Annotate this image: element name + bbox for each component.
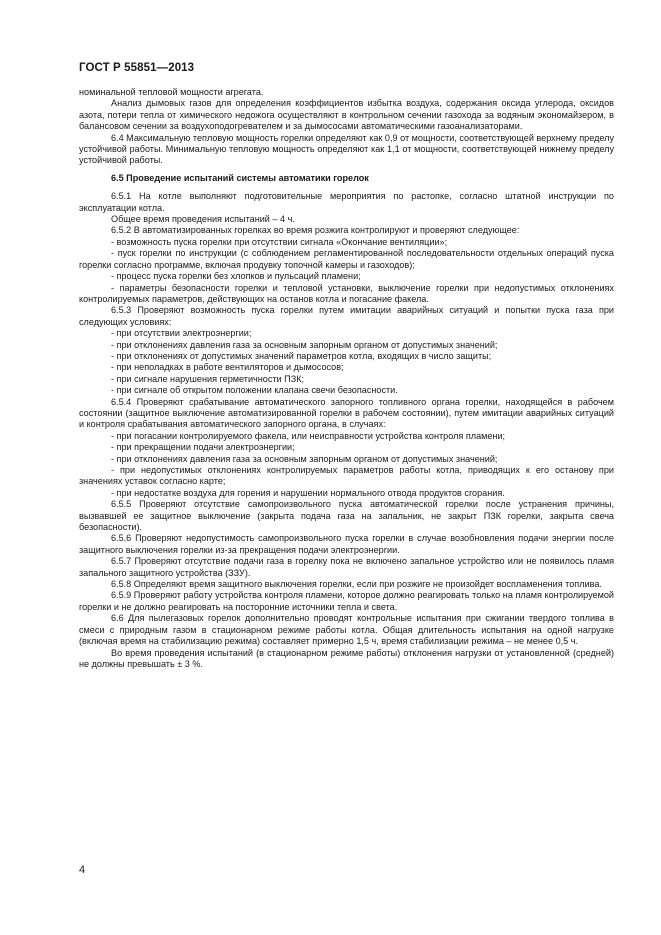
- list-item: - при отсутствии электроэнергии;: [111, 328, 252, 339]
- list-item: - при отклонениях давления газа за основным запорным органом от допустимых значений;: [111, 339, 498, 350]
- list-item: - при отклонениях давления газа за основным запорным органом от допустимых значений;: [111, 453, 498, 464]
- paragraph: 6.5.3 Проверяют возможность пуска горелки путем имитации аварийных ситуаций и попытки пуска газа при следующих условиях:: [79, 305, 614, 327]
- list-item: - при неполадках в работе вентиляторов и дымососов;: [111, 362, 344, 373]
- list-item: - при отклонениях от допустимых значений параметров котла, входящих в число защиты;: [111, 350, 492, 361]
- paragraph: 6.5.2 В автоматизированных горелках во время розжига контролируют и проверяют следующее:: [111, 225, 520, 236]
- paragraph: 6.5.6 Проверяют недопустимость самопроизвольного пуска горелки в случае возобновления подачи энергии после защитного выключения горелки из-за прекращения подачи электроэнергии.: [79, 533, 614, 555]
- paragraph: Во время проведения испытаний (в стационарном режиме работы) отклонения нагрузки от установленной (средней) не должны превышать ± 3 %.: [79, 647, 614, 669]
- list-item: - при недостатке воздуха для горения и нарушении нормального отвода продуктов сгорания.: [111, 487, 505, 498]
- section-heading: 6.5 Проведение испытаний системы автоматики горелок: [111, 172, 369, 183]
- document-body: [79, 87, 614, 670]
- paragraph: 6.5.5 Проверяют отсутствие самопроизвольного пуска автоматической горелки после устранения причины, вызвавшей ее защитное выключение (закрыта подача газа на запальник, не закрыт ПЗК горелки, закрыта свеча безопасности).: [79, 499, 614, 533]
- paragraph: 6.5.1 На котле выполняют подготовительные мероприятия по растопке, согласно штатной инструкции по эксплуатации котла.: [79, 191, 614, 213]
- paragraph: номинальной тепловой мощности агрегата.: [79, 87, 264, 97]
- list-item: - при прекращении подачи электроэнергии;: [111, 442, 295, 453]
- paragraph: 6.5.9 Проверяют работу устройства контроля пламени, которое должно реагировать только на пламя контролируемой горелки и не должно реагировать на посторонние источники тепла и света.: [79, 590, 614, 612]
- page-header: ГОСТ Р 55851—2013: [79, 62, 195, 74]
- paragraph: 6.4 Максимальную тепловую мощность горелки определяют как 0,9 от мощности, соответствующей верхнему пределу устойчивой работы. Минимальную тепловую мощность определяют как 1,1 от мощности, соответствующей нижнему пределу устойчивой работы.: [79, 132, 614, 166]
- list-item: - возможность пуска горелки при отсутствии сигнала «Окончание вентиляции»;: [111, 236, 448, 247]
- list-item: - при погасании контролируемого факела, или неисправности устройства контроля пламени;: [111, 430, 506, 441]
- page-number: 4: [79, 864, 86, 876]
- list-item: - параметры безопасности горелки и тепловой установки, выключение горелки при недопустимых отклонениях контролируемых параметров, действующих на останов котла и погасание факела.: [79, 282, 614, 304]
- paragraph: 6.5.4 Проверяют срабатывание автоматического запорного топливного органа горелки, находящейся в рабочем состоянии (защитное выключение автоматизированной горелки в рабочем состоянии), путем имитации аварийных ситуаций и контроля срабатывания автоматического запорного органа, в случаях:: [79, 396, 614, 430]
- list-item: - процесс пуска горелки без хлопков и пульсаций пламени;: [111, 271, 361, 282]
- paragraph: Общее время проведения испытаний – 4 ч.: [111, 214, 295, 225]
- paragraph: 6.5.7 Проверяют отсутствие подачи газа в горелку пока не включено запальное устройство или не появилось пламя запального защитного устройства (ЗЗУ).: [79, 556, 614, 578]
- paragraph: 6.5.8 Определяют время защитного выключения горелки, если при розжиге не произойдет воспламенения топлива.: [111, 579, 602, 590]
- paragraph: Анализ дымовых газов для определения коэффициентов избытка воздуха, содержания оксида углерода, оксидов азота, потери тепла от химического недожога осуществляют в контрольном сечении газохода за водяным экономайзером, в балансовом сечении за воздухоподогревателем и за дымососами автоматическими газоанализаторами.: [79, 98, 614, 132]
- list-item: - при недопустимых отклонениях контролируемых параметров работы котла, приводящих к его останову при значениях уставок согласно карте;: [79, 465, 614, 487]
- list-item: - пуск горелки по инструкции (с соблюдением регламентированной последовательности отдельных операций пуска горелки согласно программе, включая продувку топочной камеры и газоходов);: [79, 248, 614, 270]
- list-item: - при сигнале нарушения герметичности ПЗК;: [111, 373, 305, 384]
- list-item: - при сигнале об открытом положении клапана свечи безопасности.: [111, 385, 398, 396]
- paragraph: 6.6 Для пылегазовых горелок дополнительно проводят контрольные испытания при сжигании твердого топлива в смеси с природным газом в стационарном режиме работы котла. Общая длительность испытания на одной нагрузке (включая время на стабилизацию режима) составляет примерно 1,5 ч, время стабилизации режима – не менее 0,5 ч.: [79, 613, 614, 647]
